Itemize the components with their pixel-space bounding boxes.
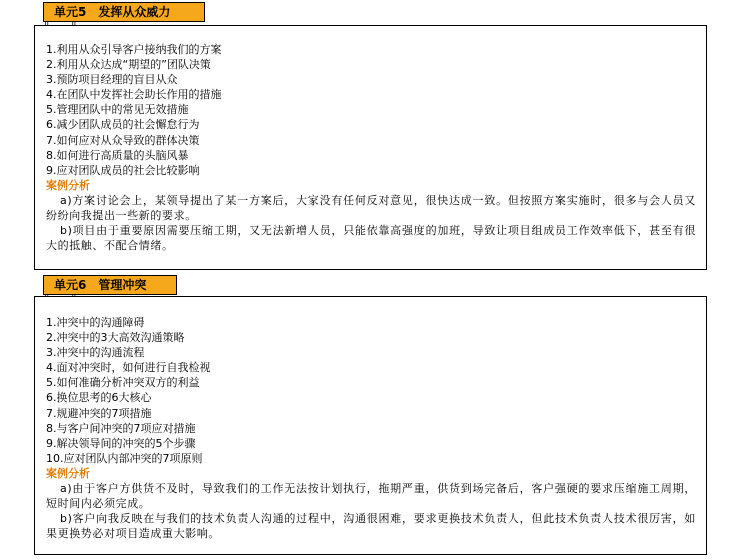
topic-item: 8.与客户间冲突的7项应对措施 (46, 421, 196, 435)
topic-item: 2.利用从众达成“期望的”团队决策 (46, 58, 211, 72)
topic-item: 8.如何进行高质量的头脑风暴 (46, 148, 189, 162)
unit-6-title-tab (43, 275, 177, 295)
unit-5-title: 单元5 发挥从众威力 (54, 5, 171, 19)
topic-item: 3.冲突中的沟通流程 (46, 346, 145, 360)
topic-item: 6.减少团队成员的社会懈怠行为 (46, 118, 200, 132)
unit-6-title: 单元6 管理冲突 (54, 278, 147, 292)
case-study-heading: 案例分析 (46, 466, 90, 480)
case-study-paragraph: b)客户向我反映在与我们的技术负责人沟通的过程中，沟通很困难，要求更换技术负责人，但此技术负责人技术很厉害，如果更换势必对项目造成重大影响。 (46, 511, 696, 540)
topic-item: 7.规避冲突的7项措施 (46, 406, 152, 420)
unit-6-topic-list (46, 315, 696, 466)
topic-item: 1.冲突中的沟通障碍 (46, 316, 145, 329)
topic-item: 1.利用从众引导客户接纳我们的方案 (46, 43, 222, 56)
case-study-paragraph: b)项目由于重要原因需要压缩工期，又无法新增人员，只能依靠高强度的加班，导致让项目组成员工作效率低下，甚至有很大的抵触、不配合情绪。 (46, 223, 696, 252)
unit-5-content-box (34, 25, 707, 270)
unit-5-inner (46, 42, 696, 253)
topic-item: 10.应对团队内部冲突的7项原则 (46, 451, 203, 465)
topic-item: 9.应对团队成员的社会比较影响 (46, 163, 200, 177)
topic-item: 4.在团队中发挥社会助长作用的措施 (46, 88, 222, 102)
topic-item: 9.解决领导间的冲突的5个步骤 (46, 436, 196, 450)
topic-item: 6.换位思考的6大核心 (46, 391, 152, 405)
unit-5-topic-list (46, 42, 696, 178)
topic-item: 5.管理团队中的常见无效措施 (46, 103, 189, 117)
unit-6-inner (46, 315, 696, 541)
unit-6-content-box (34, 296, 707, 555)
topic-item: 7.如何应对从众导致的群体决策 (46, 133, 200, 147)
unit-5-title-tab (43, 2, 205, 22)
case-study-paragraph: a)由于客户方供货不及时，导致我们的工作无法按计划执行，拖期严重，供货到场完备后，客户强硬的要求压缩施工周期，短时间内必须完成。 (46, 481, 696, 510)
topic-item: 3.预防项目经理的盲目从众 (46, 73, 178, 87)
topic-item: 2.冲突中的3大高效沟通策略 (46, 331, 185, 345)
case-study-paragraph: a)方案讨论会上，某领导提出了某一方案后，大家没有任何反对意见，很快达成一致。但按照方案实施时，很多与会人员又纷纷向我提出一些新的要求。 (46, 193, 696, 222)
topic-item: 4.面对冲突时，如何进行自我检视 (46, 361, 211, 375)
case-study-heading: 案例分析 (46, 178, 90, 192)
topic-item: 5.如何准确分析冲突双方的利益 (46, 376, 200, 390)
